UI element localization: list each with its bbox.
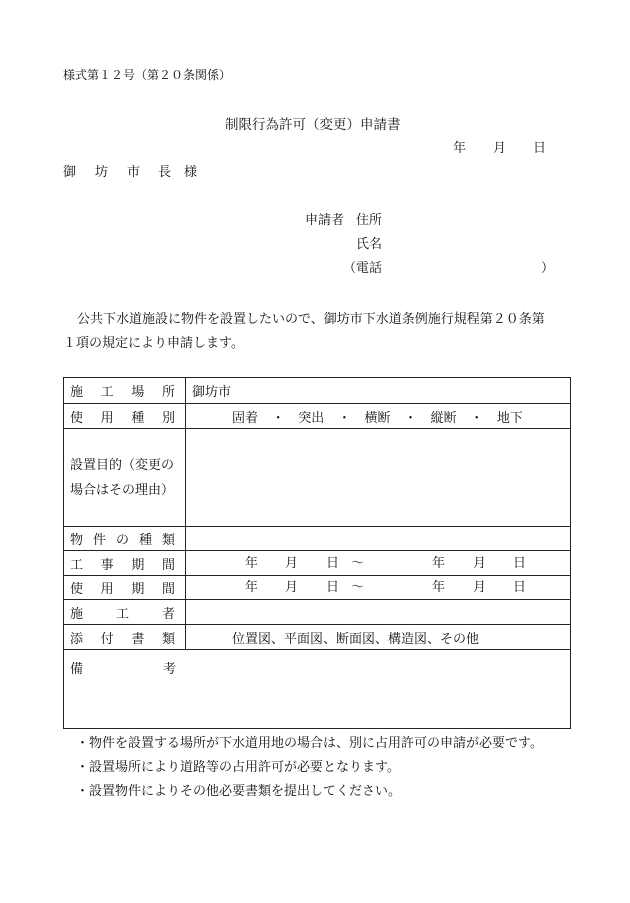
table-row-work-period — [64, 550, 570, 575]
addressee-char: 市 — [127, 165, 141, 180]
date-month-label: 月 — [493, 141, 507, 156]
form-number: 様式第１２号（第２０条関係） — [63, 68, 232, 82]
usage-option-separator: ・ — [271, 410, 285, 426]
table-row-usage-type — [64, 403, 570, 428]
use-period-label — [64, 576, 186, 599]
location-value: 御坊市 — [192, 385, 232, 400]
work-period-label — [64, 551, 186, 575]
label-char: 工 — [100, 385, 114, 400]
label-char: 考 — [162, 662, 176, 677]
label-char: 事 — [100, 557, 114, 573]
body-line-1: 公共下水道施設に物件を設置したいので、御坊市下水道条例施行規程第２０条第 — [77, 312, 545, 327]
usage-option-separator: ・ — [404, 410, 418, 426]
usage-option-separator: ・ — [337, 410, 351, 426]
work-period-tilde: ～ — [351, 556, 365, 571]
object-type-value-cell[interactable] — [186, 527, 570, 550]
remarks-value-cell[interactable] — [186, 650, 570, 729]
usage-option-fixed[interactable]: 固着 — [232, 410, 259, 426]
use-end-month: 月 — [473, 580, 487, 595]
attachments-label — [64, 625, 186, 649]
label-char: 期 — [131, 557, 145, 573]
label-char: 使 — [70, 410, 84, 426]
contractor-value-cell[interactable] — [186, 600, 570, 624]
usage-option-separator: ・ — [470, 410, 484, 426]
use-end-year: 年 — [432, 580, 446, 595]
applicant-phone-close: ） — [541, 261, 555, 276]
label-char: 添 — [70, 631, 84, 647]
note-item: ・設置場所により道路等の占用許可が必要となります。 — [76, 760, 400, 775]
table-row-remarks — [64, 649, 570, 729]
application-form-table — [63, 377, 571, 729]
usage-type-label — [64, 404, 186, 428]
table-row-contractor — [64, 599, 570, 624]
label-char: 間 — [161, 557, 175, 573]
work-end-day: 日 — [513, 556, 527, 571]
use-period-value-cell[interactable] — [186, 576, 570, 599]
usage-option-longitudinal[interactable]: 縦断 — [430, 410, 457, 426]
label-char: 種 — [138, 533, 152, 548]
object-type-label — [64, 527, 186, 550]
table-row-purpose — [64, 428, 570, 526]
label-char: 使 — [70, 582, 84, 597]
label-char: 類 — [161, 533, 175, 548]
use-start-month: 月 — [285, 580, 299, 595]
work-end-year: 年 — [432, 556, 446, 571]
use-start-day: 日 — [326, 580, 340, 595]
work-end-month: 月 — [473, 556, 487, 571]
label-char: 備 — [70, 662, 84, 677]
label-char: 工 — [115, 606, 129, 622]
applicant-address-label: 住所 — [356, 213, 383, 228]
purpose-label — [64, 429, 186, 526]
table-row-object-type — [64, 526, 570, 550]
label-char: 物 — [70, 533, 84, 548]
label-char: 用 — [100, 582, 114, 597]
table-row-location — [64, 378, 570, 403]
contractor-label — [64, 600, 186, 624]
label-char: 者 — [161, 606, 175, 622]
usage-type-options — [186, 404, 570, 428]
label-char: 書 — [131, 631, 145, 647]
label-char: 施 — [70, 606, 84, 622]
label-char: の — [115, 533, 129, 548]
use-period-tilde: ～ — [351, 580, 365, 595]
applicant-label: 申請者 — [305, 213, 345, 228]
work-start-month: 月 — [285, 556, 299, 571]
applicant-name-label: 氏名 — [356, 237, 383, 252]
label-char: 種 — [131, 410, 145, 426]
label-char: 間 — [161, 582, 175, 597]
usage-option-crossing[interactable]: 横断 — [364, 410, 391, 426]
addressee-char: 御 — [63, 165, 77, 180]
purpose-label-line-2: 場合はその理由） — [70, 482, 175, 498]
use-start-year: 年 — [245, 580, 259, 595]
note-item: ・設置物件によりその他必要書類を提出してください。 — [76, 784, 402, 799]
page-title: 制限行為許可（変更）申請書 — [225, 117, 401, 133]
purpose-value-cell[interactable] — [186, 429, 570, 526]
label-char: 件 — [92, 533, 106, 548]
label-char: 所 — [161, 385, 175, 400]
location-label — [64, 378, 186, 403]
date-year-label: 年 — [453, 141, 467, 156]
use-end-day: 日 — [513, 580, 527, 595]
label-char: 場 — [131, 385, 145, 400]
usage-option-underground[interactable]: 地下 — [496, 410, 523, 426]
attachments-value-cell[interactable] — [186, 625, 570, 649]
label-char: 工 — [70, 557, 84, 573]
label-char: 別 — [161, 410, 175, 426]
body-line-2: １項の規定により申請します。 — [63, 336, 244, 351]
usage-option-protrusion[interactable]: 突出 — [298, 410, 325, 426]
work-start-day: 日 — [326, 556, 340, 571]
work-start-year: 年 — [245, 556, 259, 571]
label-char: 期 — [131, 582, 145, 597]
addressee-char: 坊 — [95, 165, 109, 180]
label-char: 類 — [161, 631, 175, 647]
applicant-phone-open: （電話 — [343, 261, 383, 276]
label-char: 施 — [70, 385, 84, 400]
purpose-label-line-1: 設置目的（変更の — [70, 457, 175, 473]
label-char: 用 — [100, 410, 114, 426]
remarks-label — [70, 658, 176, 677]
table-row-attachments — [64, 624, 570, 649]
work-period-value-cell[interactable] — [186, 551, 570, 575]
note-item: ・物件を設置する場所が下水道用地の場合は、別に占用許可の申請が必要です。 — [76, 736, 543, 751]
date-day-label: 日 — [533, 141, 547, 156]
table-row-use-period — [64, 575, 570, 599]
location-value-cell[interactable] — [186, 378, 570, 403]
attachments-value: 位置図、平面図、断面図、構造図、その他 — [232, 631, 480, 647]
addressee-char: 様 — [184, 165, 198, 180]
label-char: 付 — [100, 631, 114, 647]
addressee-char: 長 — [158, 165, 172, 180]
